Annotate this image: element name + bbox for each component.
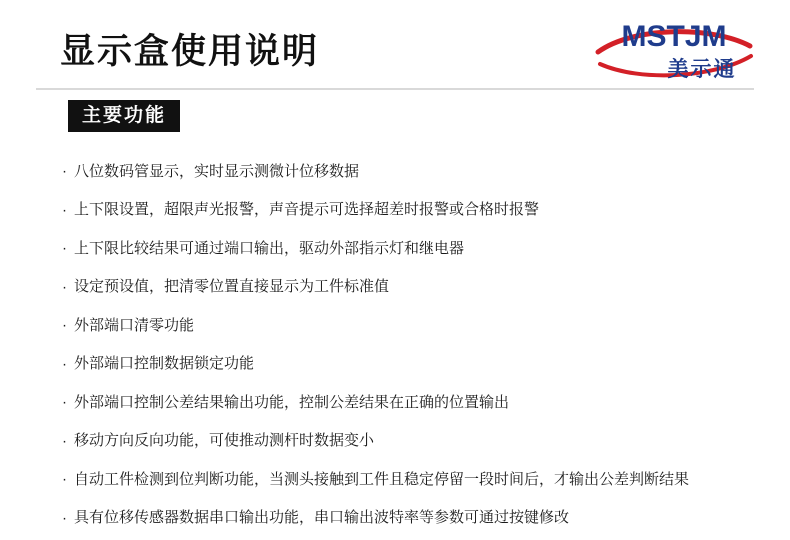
page-title: 显示盒使用说明 [60,32,320,71]
list-item-label: 外部端口控制公差结果输出功能，控制公差结果在正确的位置输出 [74,393,510,411]
list-item [62,191,750,230]
list-item-label: 设定预设值，把清零位置直接显示为工件标准值 [74,278,390,296]
list-item-label: 八位数码管显示，实时显示测微计位移数据 [74,162,360,180]
list-item [62,152,750,191]
list-item [62,268,750,307]
bullet-marker: · [62,162,67,180]
list-item [62,229,750,268]
list-item [62,499,750,538]
bullet-marker: · [62,393,67,411]
header-divider [36,88,754,90]
list-item [62,345,750,384]
list-item-label: 外部端口控制数据锁定功能 [74,355,255,373]
document-header [0,0,790,92]
list-item-label: 上下限比较结果可通过端口输出，驱动外部指示灯和继电器 [74,239,465,257]
list-item-label: 移动方向反向功能，可使推动测杆时数据变小 [74,432,375,450]
brand-logo [594,12,754,84]
list-item [62,306,750,345]
list-item-label: 上下限设置，超限声光报警，声音提示可选择超差时报警或合格时报警 [74,201,540,219]
svg-text:美示通: 美示通 [667,58,737,81]
bullet-marker: · [62,432,67,450]
bullet-marker: · [62,201,67,219]
bullet-marker: · [62,316,67,334]
feature-list [62,152,750,537]
list-item-label: 具有位移传感器数据串口输出功能，串口输出波特率等参数可通过按键修改 [74,509,570,527]
bullet-marker: · [62,470,67,488]
bullet-marker: · [62,239,67,257]
list-item-label: 自动工件检测到位判断功能，当测头接触到工件且稳定停留一段时间后，才输出公差判断结果 [74,470,690,488]
section-title-badge: 主要功能 [68,100,180,132]
list-item [62,460,750,499]
list-item [62,422,750,461]
list-item [62,383,750,422]
bullet-marker: · [62,509,67,527]
svg-text:MSTJM: MSTJM [621,20,727,53]
bullet-marker: · [62,355,67,373]
bullet-marker: · [62,278,67,296]
list-item-label: 外部端口清零功能 [74,316,195,334]
